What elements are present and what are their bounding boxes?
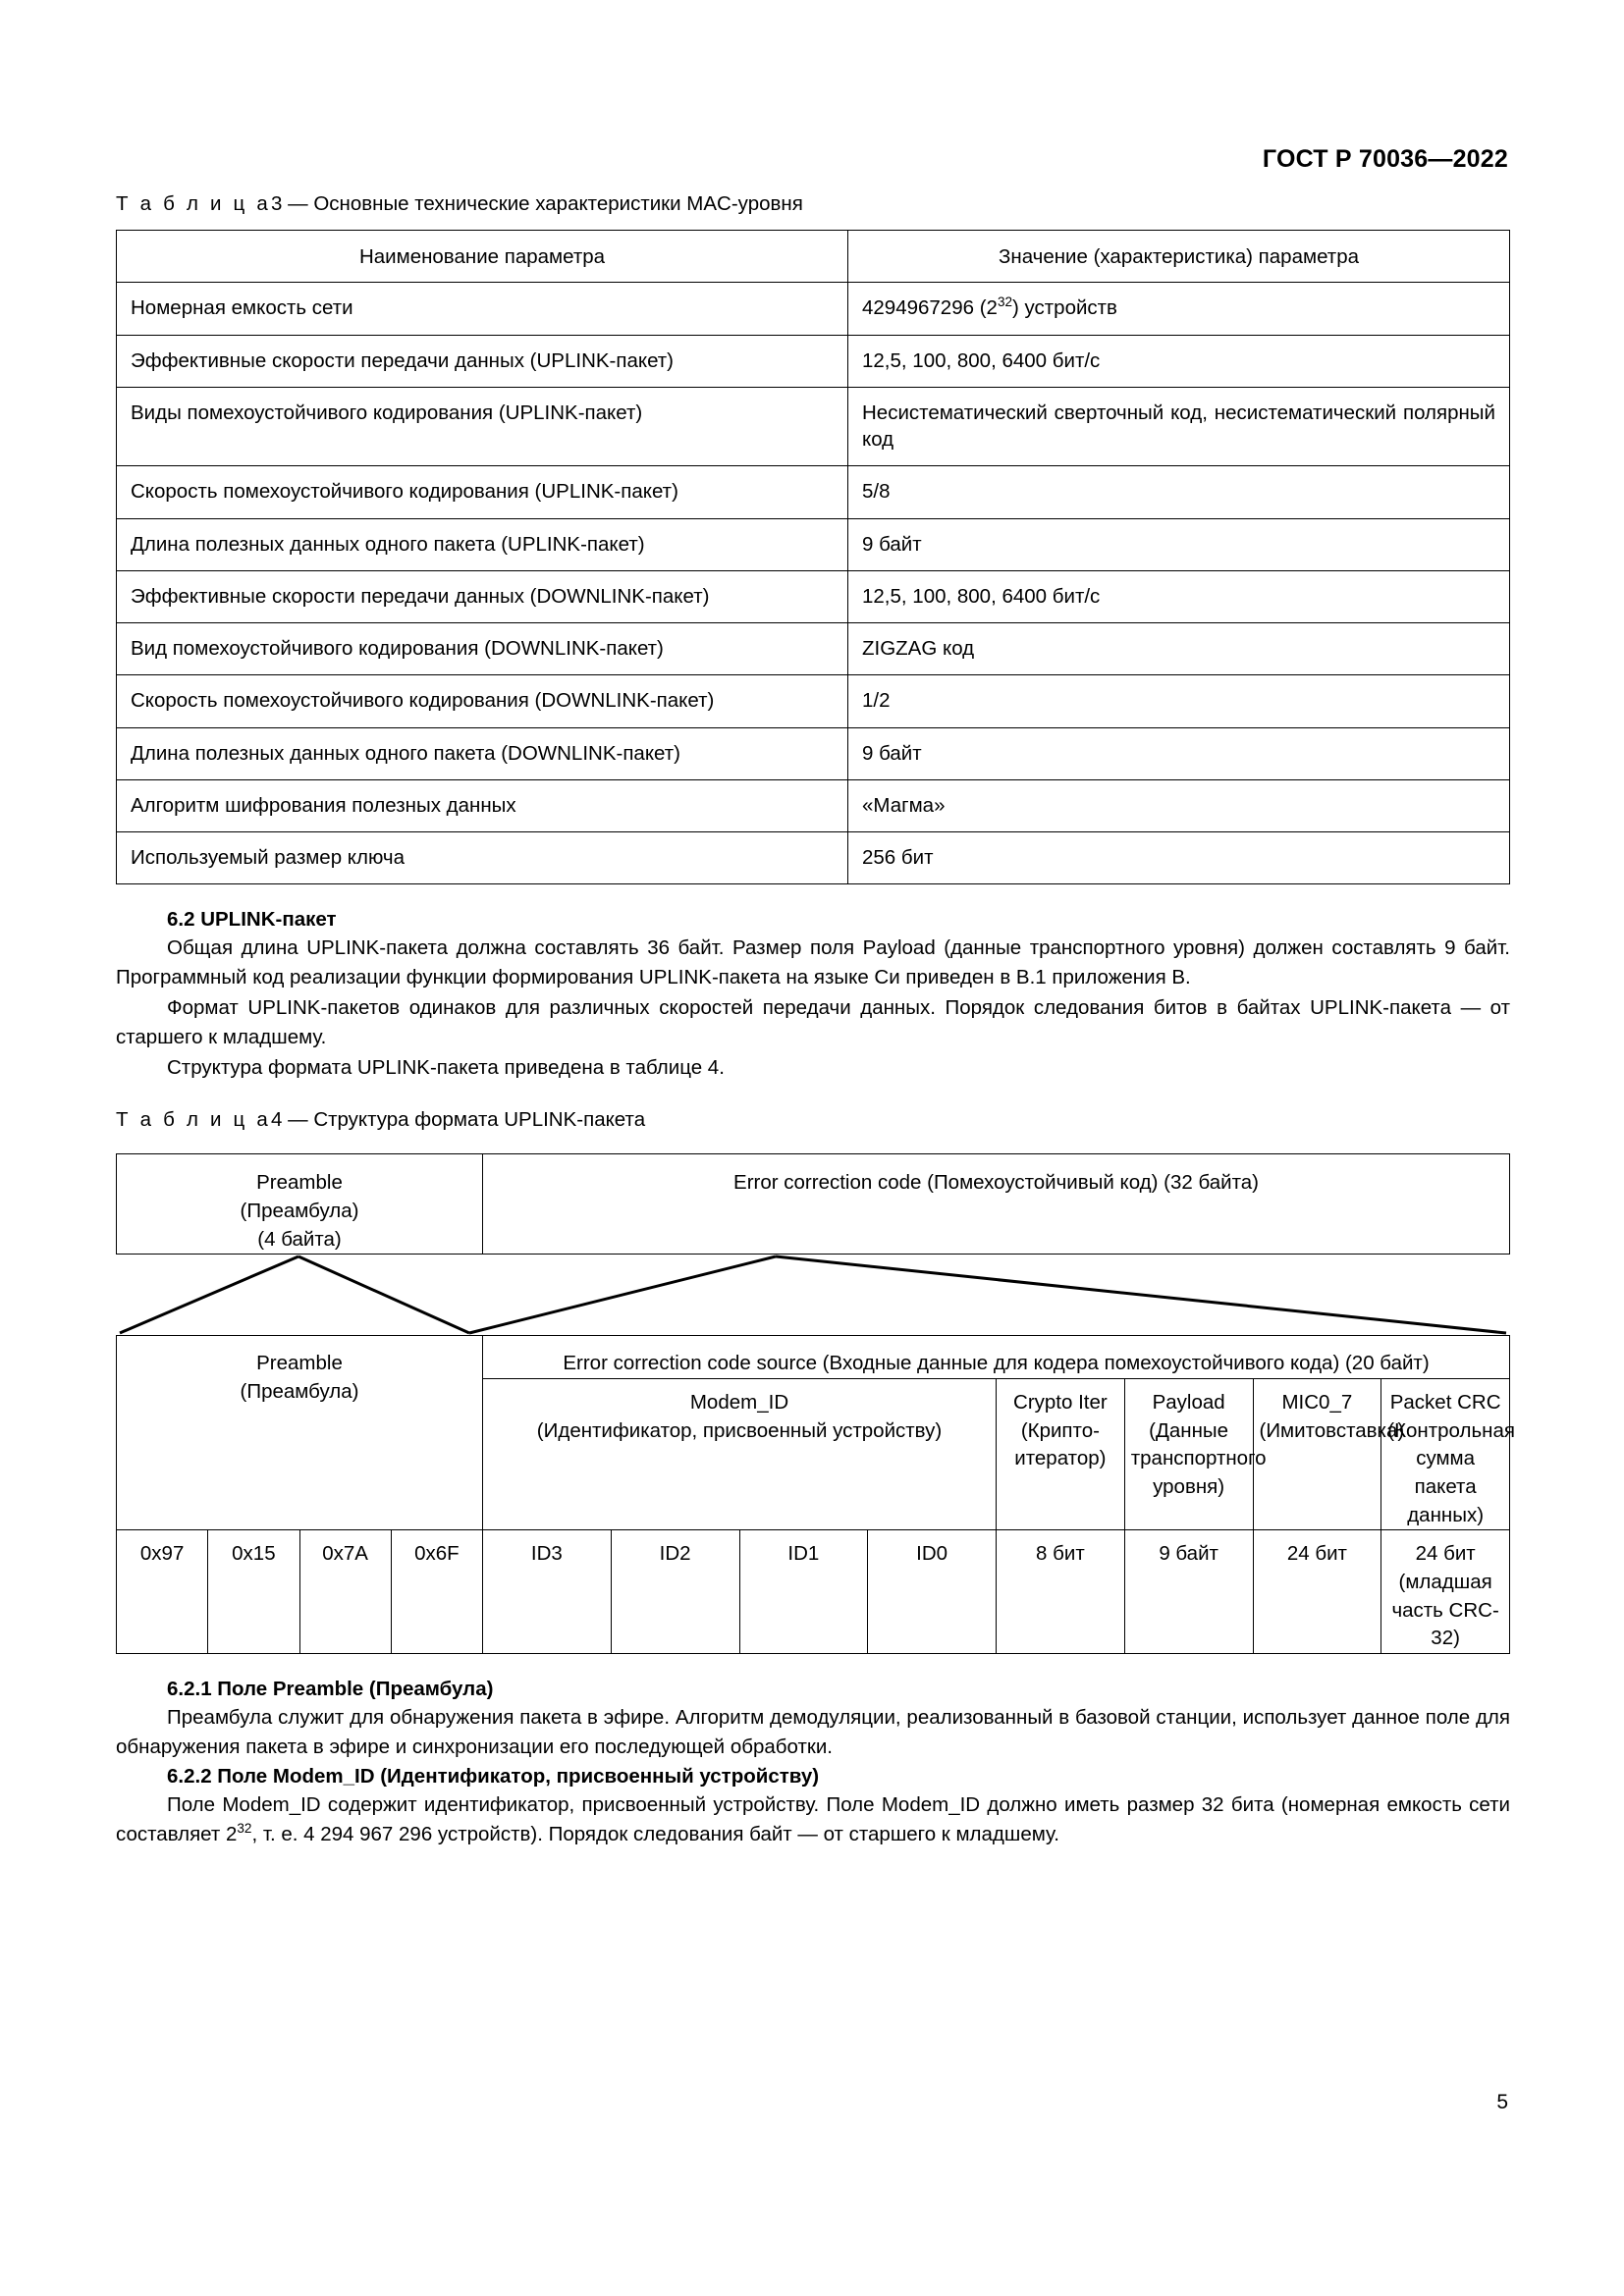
table-row (117, 1336, 1510, 1379)
table4-value-preamble-byte-0: 0x97 (117, 1530, 208, 1654)
table3-param: Виды помехоустойчивого кодирования (UPLINK-пакет) (117, 387, 848, 466)
heading-6-2-1: 6.2.1 Поле Preamble (Преамбула) (167, 1678, 494, 1701)
table-row (117, 466, 1510, 518)
paragraph-6-2-1: Общая длина UPLINK-пакета должна составлять 36 байт. Размер поля Payload (данные транспортного уровня) должен составлять 9 байт. Программный код реализации функции формирования UPLINK-пакета на языке Си приведен в В.1 приложения В. (116, 936, 1510, 988)
table-row (117, 1530, 1510, 1654)
table4-top-preamble-cell (117, 1153, 483, 1254)
table4-detail-level (116, 1335, 1515, 1654)
table-row (117, 779, 1510, 831)
table3-value: 256 бит (848, 832, 1510, 884)
table4-top-preamble-line3: (4 байта) (257, 1228, 342, 1252)
table4-caption-number: 4 (271, 1107, 283, 1131)
table4-value-preamble-byte-3: 0x6F (391, 1530, 482, 1654)
table4-value-modem-id-byte-1: ID1 (739, 1530, 868, 1654)
paragraph-6-2-2-superscript: 32 (237, 1820, 252, 1836)
table3-value: 5/8 (848, 466, 1510, 518)
table3-value: 12,5, 100, 800, 6400 бит/с (848, 570, 1510, 622)
table3-param: Номерная емкость сети (117, 283, 848, 335)
table-row (117, 675, 1510, 727)
table3-value: 9 байт (848, 518, 1510, 570)
table4-field-mic (1253, 1378, 1405, 1529)
table3-value: 12,5, 100, 800, 6400 бит/с (848, 335, 1510, 387)
table4-value-preamble-byte-1: 0x15 (208, 1530, 299, 1654)
table-mac-layer-characteristics (116, 230, 1510, 884)
table4-connector-lines (116, 1255, 1510, 1335)
table-row (117, 387, 1510, 466)
table3-value-pre: 4294967296 (2 (862, 296, 998, 320)
table4-caption-text: Структура формата UPLINK-пакета (313, 1107, 646, 1131)
page-number: 5 (1496, 2091, 1508, 2113)
page-header-standard-number: ГОСТ Р 70036—2022 (1262, 145, 1508, 173)
table4-field-crypto-iter (997, 1378, 1125, 1529)
table3-param: Вид помехоустойчивого кодирования (DOWNLINK-пакет) (117, 623, 848, 675)
table-row (117, 335, 1510, 387)
table4-field-modem-id-desc: (Идентификатор, присвоенный устройству) (536, 1418, 943, 1442)
table3-header-value: Значение (характеристика) параметра (848, 231, 1510, 283)
table3-param: Эффективные скорости передачи данных (UPLINK-пакет) (117, 335, 848, 387)
table3-value: 9 байт (848, 727, 1510, 779)
table4-value-packet-crc: 24 бит (младшая часть CRC-32) (1381, 1530, 1510, 1654)
paragraph-6-2-3: Структура формата UPLINK-пакета приведена в таблице 4. (167, 1056, 725, 1080)
table-uplink-packet-structure (116, 1153, 1515, 1654)
table3-caption-number: 3 (271, 192, 283, 215)
table4-value-modem-id-byte-3: ID3 (483, 1530, 612, 1654)
table4-detail-preamble-line1: Preamble (256, 1352, 343, 1375)
table4-field-packet-crc-desc: (Контрольная сумма пакета данных) (1387, 1418, 1515, 1526)
table4-caption (116, 1108, 1510, 1132)
table4-value-crypto-iter: 8 бит (997, 1530, 1125, 1654)
table4-field-mic-desc: (Имитовставка) (1259, 1418, 1405, 1442)
table3-caption-text: Основные технические характеристики MAC-уровня (313, 192, 803, 215)
table-row (117, 832, 1510, 884)
table3-value: «Магма» (848, 779, 1510, 831)
table3-param: Эффективные скорости передачи данных (DOWNLINK-пакет) (117, 570, 848, 622)
table4-detail-ecc-source-cell: Error correction code source (Входные данные для кодера помехоустойчивого кода) (20 байт) (483, 1336, 1510, 1379)
table4-field-modem-id (483, 1378, 997, 1529)
table4-field-packet-crc-name: Packet CRC (1389, 1390, 1501, 1414)
table4-field-payload-name: Payload (1152, 1390, 1225, 1414)
table4-field-crypto-iter-name: Crypto Iter (1013, 1390, 1108, 1414)
table4-value-preamble-byte-2: 0x7A (299, 1530, 391, 1654)
table4-detail-preamble-cell (117, 1336, 483, 1530)
table3-param: Скорость помехоустойчивого кодирования (UPLINK-пакет) (117, 466, 848, 518)
table4-value-modem-id-byte-2: ID2 (611, 1530, 739, 1654)
paragraph-6-2-2-body (116, 1790, 1510, 1848)
table4-field-modem-id-name: Modem_ID (689, 1390, 789, 1414)
table3-value: 1/2 (848, 675, 1510, 727)
table3-header-parameter: Наименование параметра (117, 231, 848, 283)
heading-6-2: 6.2 UPLINK-пакет (167, 908, 337, 932)
table4-top-level (116, 1153, 1510, 1255)
table-row (117, 1153, 1510, 1254)
table4-field-payload-desc: (Данные транспортного уровня) (1130, 1418, 1267, 1498)
page-content (116, 192, 1515, 1848)
table4-field-crypto-iter-desc: (Крипто-итератор) (1014, 1418, 1107, 1470)
table-row (117, 623, 1510, 675)
table-row (117, 727, 1510, 779)
paragraph-6-2-2: Формат UPLINK-пакетов одинаков для различных скоростей передачи данных. Порядок следования битов в байтах UPLINK-пакета — от старшего к младшему. (116, 996, 1510, 1048)
table4-value-mic: 24 бит (1253, 1530, 1381, 1654)
table3-caption-dash: — (282, 192, 314, 215)
paragraph-6-2-1-body: Преамбула служит для обнаружения пакета в эфире. Алгоритм демодуляции, реализованный в базовой станции, использует данное поле для обнаружения пакета в эфире и синхронизации его последующей обработки. (116, 1706, 1510, 1758)
table4-detail-preamble-line2: (Преамбула) (240, 1379, 359, 1403)
table4-caption-word: Т а б л и ц а (116, 1107, 271, 1131)
paragraph-6-2-2-post: , т. е. 4 294 967 296 устройств). Порядок следования байт — от старшего к младшему. (251, 1822, 1059, 1845)
table3-param: Скорость помехоустойчивого кодирования (DOWNLINK-пакет) (117, 675, 848, 727)
table3-param: Алгоритм шифрования полезных данных (117, 779, 848, 831)
table4-field-mic-name: MIC0_7 (1281, 1390, 1353, 1414)
table-row (117, 518, 1510, 570)
heading-6-2-2: 6.2.2 Поле Modem_ID (Идентификатор, присвоенный устройству) (167, 1765, 820, 1789)
paragraph-6-2-2-pre: Поле Modem_ID содержит идентификатор, присвоенный устройству. Поле Modem_ID должно иметь размер 32 бита (номерная емкость сети составляет 2 (116, 1793, 1510, 1845)
table4-value-modem-id-byte-0: ID0 (868, 1530, 997, 1654)
table3-value-superscript: 32 (997, 294, 1012, 310)
table3-param: Длина полезных данных одного пакета (UPLINK-пакет) (117, 518, 848, 570)
table3-value: Несистематический сверточный код, несистематический полярный код (848, 387, 1510, 466)
table3-param: Используемый размер ключа (117, 832, 848, 884)
table-row (117, 283, 1510, 335)
table3-caption (116, 192, 1510, 216)
table3-header-row (117, 231, 1510, 283)
table3-value (848, 283, 1510, 335)
table4-field-payload (1124, 1378, 1267, 1529)
table3-value: ZIGZAG код (848, 623, 1510, 675)
table4-caption-dash: — (282, 1107, 314, 1131)
table3-caption-word: Т а б л и ц а (116, 192, 271, 215)
table-row (117, 570, 1510, 622)
table4-top-preamble-line1: Preamble (256, 1170, 343, 1194)
table4-field-packet-crc (1381, 1378, 1515, 1529)
table4-top-preamble-line2: (Преамбула) (240, 1199, 359, 1222)
table3-param: Длина полезных данных одного пакета (DOWNLINK-пакет) (117, 727, 848, 779)
table3-value-post: ) устройств (1011, 296, 1117, 320)
table4-top-ecc-cell: Error correction code (Помехоустойчивый код) (32 байта) (483, 1153, 1510, 1254)
table4-value-payload: 9 байт (1124, 1530, 1253, 1654)
